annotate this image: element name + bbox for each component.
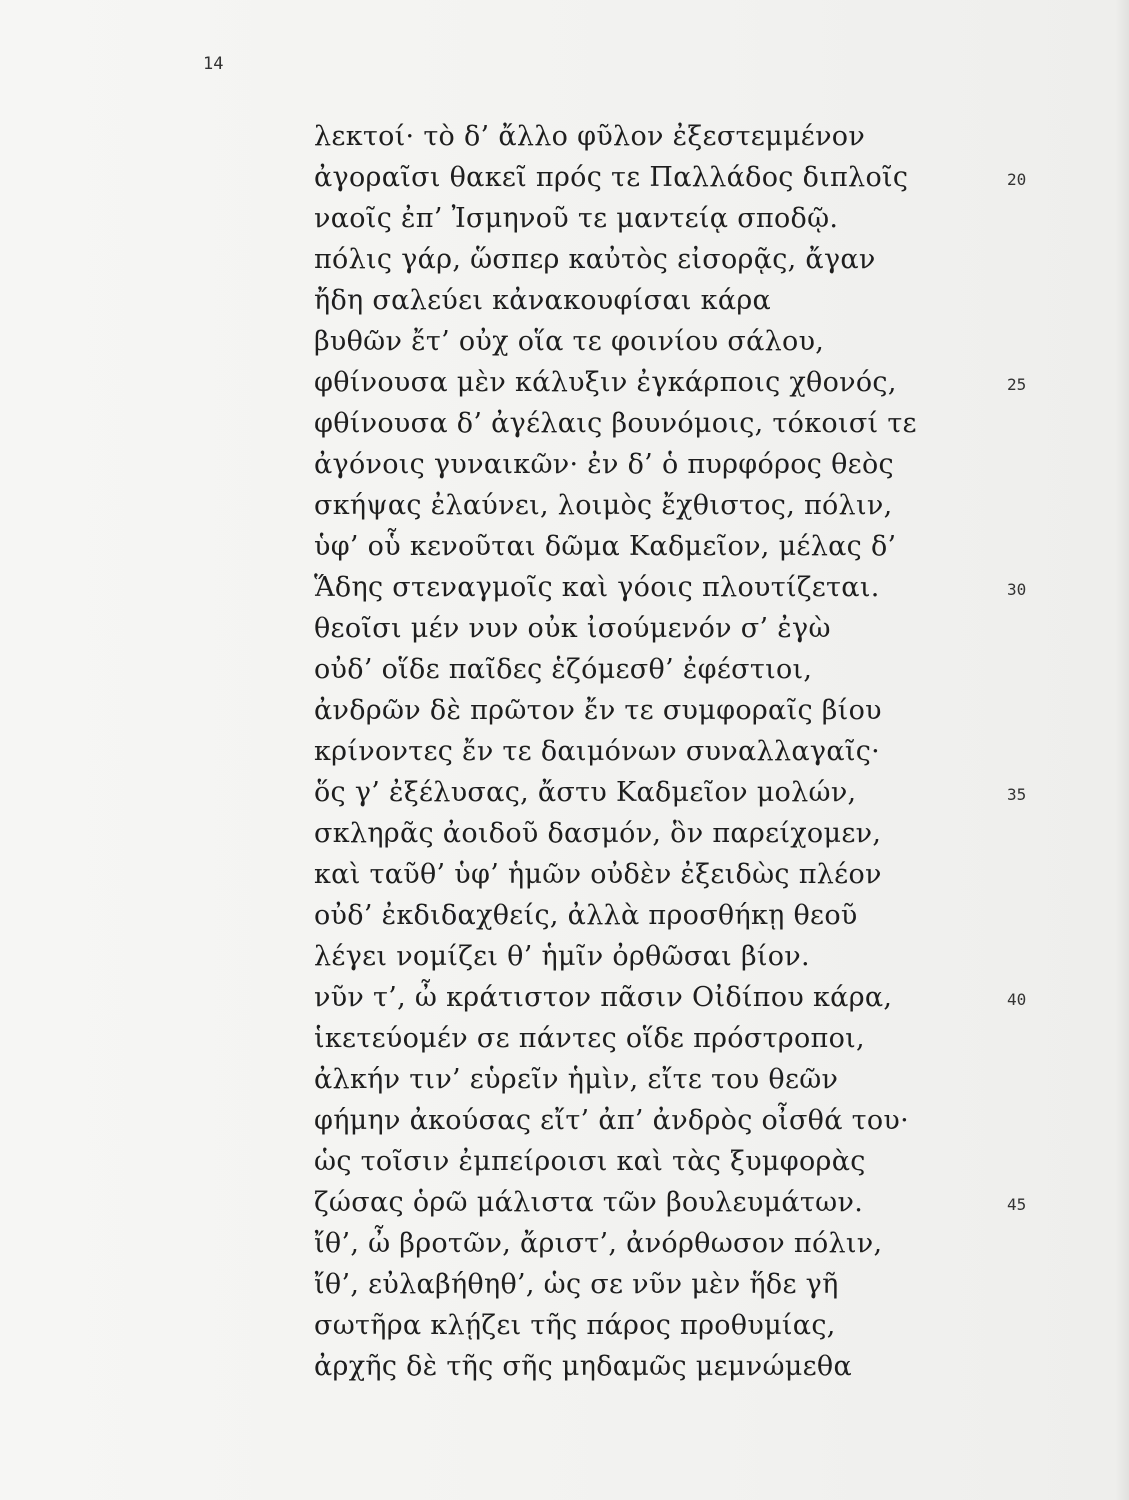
verse-line <box>314 1346 1034 1387</box>
verse-text-block <box>314 116 1034 1387</box>
verse-line-text: ἴθ’, εὐλαβήθηθ’, ὡς σε νῦν μὲν ἥδε γῆ <box>314 1269 839 1300</box>
verse-line-text: καὶ ταῦθ’ ὑφ’ ἡμῶν οὐδὲν ἐξειδὼς πλέον <box>314 859 882 890</box>
verse-line-text: βυθῶν ἔτ’ οὐχ οἵα τε φοινίου σάλου, <box>314 326 825 357</box>
verse-line <box>314 403 1034 444</box>
verse-line <box>314 198 1034 239</box>
verse-line <box>314 1059 1034 1100</box>
verse-line-text: λεκτοί· τὸ δ’ ἄλλο φῦλον ἐξεστεμμένον <box>314 121 866 152</box>
verse-line-text: ἱκετεύομέν σε πάντες οἵδε πρόστροποι, <box>314 1023 865 1054</box>
verse-line <box>314 280 1034 321</box>
verse-line <box>314 444 1034 485</box>
verse-line <box>314 1264 1034 1305</box>
verse-line-text: λέγει νομίζει θ’ ἡμῖν ὀρθῶσαι βίον. <box>314 941 810 972</box>
verse-line <box>314 1141 1034 1182</box>
verse-line-text: σκήψας ἐλαύνει, λοιμὸς ἔχθιστος, πόλιν, <box>314 490 893 521</box>
line-number: 25 <box>1007 375 1027 394</box>
verse-line-text: οὐδ’ ἐκδιδαχθείς, ἀλλὰ προσθήκῃ θεοῦ <box>314 900 858 931</box>
verse-line-text: φήμην ἀκούσας εἴτ’ ἀπ’ ἀνδρὸς οἶσθά του· <box>314 1105 910 1136</box>
verse-line <box>314 1100 1034 1141</box>
verse-line-text: ὅς γ’ ἐξέλυσας, ἄστυ Καδμεῖον μολών, <box>314 777 857 808</box>
verse-line <box>314 690 1034 731</box>
verse-line <box>314 485 1034 526</box>
verse-line <box>314 936 1034 977</box>
page-number: 14 <box>203 54 224 74</box>
verse-line-text: ἀλκήν τιν’ εὑρεῖν ἡμὶν, εἴτε του θεῶν <box>314 1064 839 1095</box>
verse-line-text: σωτῆρα κλῄζει τῆς πάρος προθυμίας, <box>314 1310 836 1341</box>
line-number: 30 <box>1007 580 1027 599</box>
verse-line <box>314 854 1034 895</box>
verse-line-text: σκληρᾶς ἀοιδοῦ δασμόν, ὃν παρείχομεν, <box>314 818 882 849</box>
verse-line <box>314 526 1034 567</box>
verse-line <box>314 362 1034 403</box>
verse-line <box>314 1018 1034 1059</box>
verse-line <box>314 1223 1034 1264</box>
verse-line-text: φθίνουσα μὲν κάλυξιν ἐγκάρποις χθονός, <box>314 367 897 398</box>
verse-line-text: ἴθ’, ὦ βροτῶν, ἄριστ’, ἀνόρθωσον πόλιν, <box>314 1228 883 1259</box>
verse-line <box>314 813 1034 854</box>
verse-line-text: ἀγόνοις γυναικῶν· ἐν δ’ ὁ πυρφόρος θεὸς <box>314 449 894 480</box>
verse-line-text: νῦν τ’, ὦ κράτιστον πᾶσιν Οἰδίπου κάρα, <box>314 982 893 1013</box>
verse-line-text: ἀνδρῶν δὲ πρῶτον ἔν τε συμφοραῖς βίου <box>314 695 882 726</box>
verse-line-text: ζώσας ὁρῶ μάλιστα τῶν βουλευμάτων. <box>314 1187 864 1218</box>
verse-line <box>314 1182 1034 1223</box>
verse-line-text: ἀγοραῖσι θακεῖ πρός τε Παλλάδος διπλοῖς <box>314 162 909 193</box>
verse-line-text: κρίνοντες ἔν τε δαιμόνων συναλλαγαῖς· <box>314 736 881 767</box>
verse-line <box>314 157 1034 198</box>
verse-line-text: πόλις γάρ, ὥσπερ καὐτὸς εἰσορᾷς, ἄγαν <box>314 244 876 275</box>
verse-line <box>314 772 1034 813</box>
verse-line-text: ναοῖς ἐπ’ Ἰσμηνοῦ τε μαντείᾳ σποδῷ. <box>314 203 839 234</box>
line-number: 40 <box>1007 990 1027 1009</box>
verse-line <box>314 731 1034 772</box>
verse-line-text: φθίνουσα δ’ ἀγέλαις βουνόμοις, τόκοισί τε <box>314 408 917 439</box>
verse-line <box>314 1305 1034 1346</box>
verse-line <box>314 567 1034 608</box>
verse-line <box>314 608 1034 649</box>
verse-line <box>314 977 1034 1018</box>
verse-line <box>314 239 1034 280</box>
verse-line-text: ἤδη σαλεύει κἀνακουφίσαι κάρα <box>314 285 772 316</box>
line-number: 20 <box>1007 170 1027 189</box>
verse-line <box>314 895 1034 936</box>
verse-line <box>314 321 1034 362</box>
line-number: 35 <box>1007 785 1027 804</box>
verse-line-text: οὐδ’ οἵδε παῖδες ἑζόμεσθ’ ἐφέστιοι, <box>314 654 813 685</box>
page-gutter-shadow <box>1115 0 1129 1500</box>
line-number: 45 <box>1007 1195 1027 1214</box>
verse-line-text: ὡς τοῖσιν ἐμπείροισι καὶ τὰς ξυμφορὰς <box>314 1146 866 1177</box>
verse-line-text: ἀρχῆς δὲ τῆς σῆς μηδαμῶς μεμνώμεθα <box>314 1351 853 1382</box>
verse-line-text: ὑφ’ οὗ κενοῦται δῶμα Καδμεῖον, μέλας δ’ <box>314 531 897 562</box>
verse-line <box>314 116 1034 157</box>
verse-line-text: Ἅδης στεναγμοῖς καὶ γόοις πλουτίζεται. <box>314 572 880 603</box>
verse-line <box>314 649 1034 690</box>
verse-line-text: θεοῖσι μέν νυν οὐκ ἰσούμενόν σ’ ἐγὼ <box>314 613 831 644</box>
